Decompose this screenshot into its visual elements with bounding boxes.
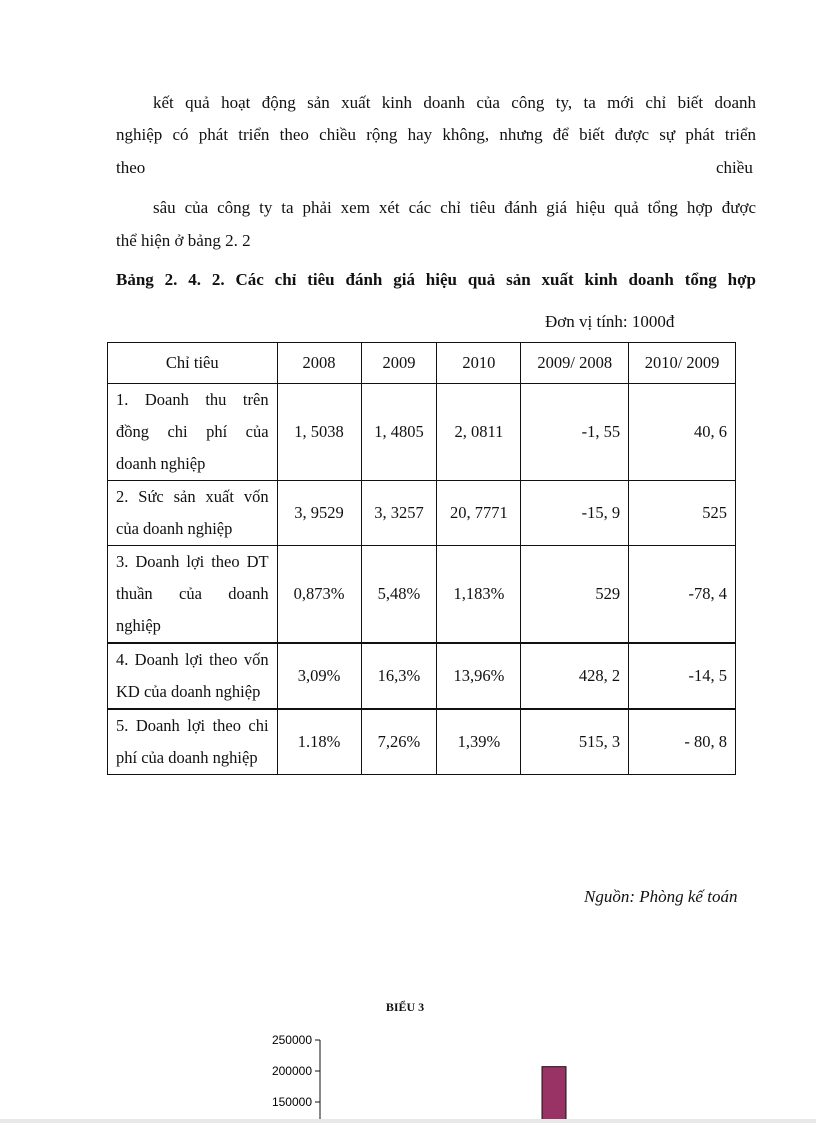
cell-2009-2008: -15, 9 <box>521 481 629 546</box>
cell-2010: 1,39% <box>437 709 521 775</box>
cell-2010: 20, 7771 <box>437 481 521 546</box>
cell-2009-2008: 428, 2 <box>521 643 629 709</box>
cell-2009: 5,48% <box>361 546 437 644</box>
header-2010-2009: 2010/ 2009 <box>629 343 736 384</box>
row-label: 1. Doanh thu trên đồng chi phí của doanh nghiệp <box>108 384 278 481</box>
chart-title: BIỂU 3 <box>385 1000 425 1014</box>
cell-2009-2008: 529 <box>521 546 629 644</box>
header-2008: 2008 <box>277 343 361 384</box>
header-2009-2008: 2009/ 2008 <box>521 343 629 384</box>
cell-2008: 1.18% <box>277 709 361 775</box>
chart-bar <box>542 1067 566 1123</box>
cell-2008: 3, 9529 <box>277 481 361 546</box>
table-caption: Bảng 2. 4. 2. Các chỉ tiêu đánh giá hiệu quả sản xuất kinh doanh tổng hợp <box>116 270 756 289</box>
cell-2010-2009: 40, 6 <box>629 384 736 481</box>
source-note: Nguồn: Phòng kế toán <box>584 887 738 906</box>
cell-2010: 1,183% <box>437 546 521 644</box>
cell-2010-2009: -14, 5 <box>629 643 736 709</box>
unit-note: Đơn vị tính: 1000đ <box>545 312 675 331</box>
cell-2008: 3,09% <box>277 643 361 709</box>
paragraph1-line3-left: theo <box>116 158 146 177</box>
cell-2010-2009: - 80, 8 <box>629 709 736 775</box>
row-label: 2. Sức sản xuất vốn của doanh nghiệp <box>108 481 278 546</box>
table-row <box>108 643 736 709</box>
cell-2009: 7,26% <box>361 709 437 775</box>
cell-2008: 1, 5038 <box>277 384 361 481</box>
header-indicator: Chỉ tiêu <box>108 343 278 384</box>
cell-2009-2008: 515, 3 <box>521 709 629 775</box>
header-2010: 2010 <box>437 343 521 384</box>
table-row <box>108 384 736 481</box>
paragraph1-line1: kết quả hoạt động sản xuất kinh doanh của công ty, ta mới chỉ biết doanh <box>153 93 756 112</box>
page-bottom-edge <box>0 1119 816 1123</box>
cell-2010-2009: -78, 4 <box>629 546 736 644</box>
cell-2010-2009: 525 <box>629 481 736 546</box>
y-tick-label: 250000 <box>271 1033 312 1047</box>
y-tick-label: 150000 <box>271 1095 312 1109</box>
cell-2009: 1, 4805 <box>361 384 437 481</box>
cell-2009: 16,3% <box>361 643 437 709</box>
bar-chart <box>240 1030 600 1123</box>
table-row <box>108 709 736 775</box>
row-label: 5. Doanh lợi theo chi phí của doanh nghiệp <box>108 709 278 775</box>
paragraph2-line2: thể hiện ở bảng 2. 2 <box>116 231 251 250</box>
row-label: 3. Doanh lợi theo DT thuần của doanh nghiệp <box>108 546 278 644</box>
indicators-table <box>107 342 736 775</box>
row-label: 4. Doanh lợi theo vốn KD của doanh nghiệp <box>108 643 278 709</box>
cell-2010: 13,96% <box>437 643 521 709</box>
y-tick-label: 200000 <box>271 1064 312 1078</box>
cell-2008: 0,873% <box>277 546 361 644</box>
table-header-row <box>108 343 736 384</box>
paragraph1-line2: nghiệp có phát triển theo chiều rộng hay không, nhưng để biết được sự phát triển <box>116 125 756 144</box>
cell-2010: 2, 0811 <box>437 384 521 481</box>
header-2009: 2009 <box>361 343 437 384</box>
table-row <box>108 481 736 546</box>
table-row <box>108 546 736 644</box>
cell-2009: 3, 3257 <box>361 481 437 546</box>
paragraph1-line3-right: chiều <box>716 158 753 177</box>
paragraph2-line1: sâu của công ty ta phải xem xét các chỉ tiêu đánh giá hiệu quả tổng hợp được <box>153 198 756 217</box>
cell-2009-2008: -1, 55 <box>521 384 629 481</box>
